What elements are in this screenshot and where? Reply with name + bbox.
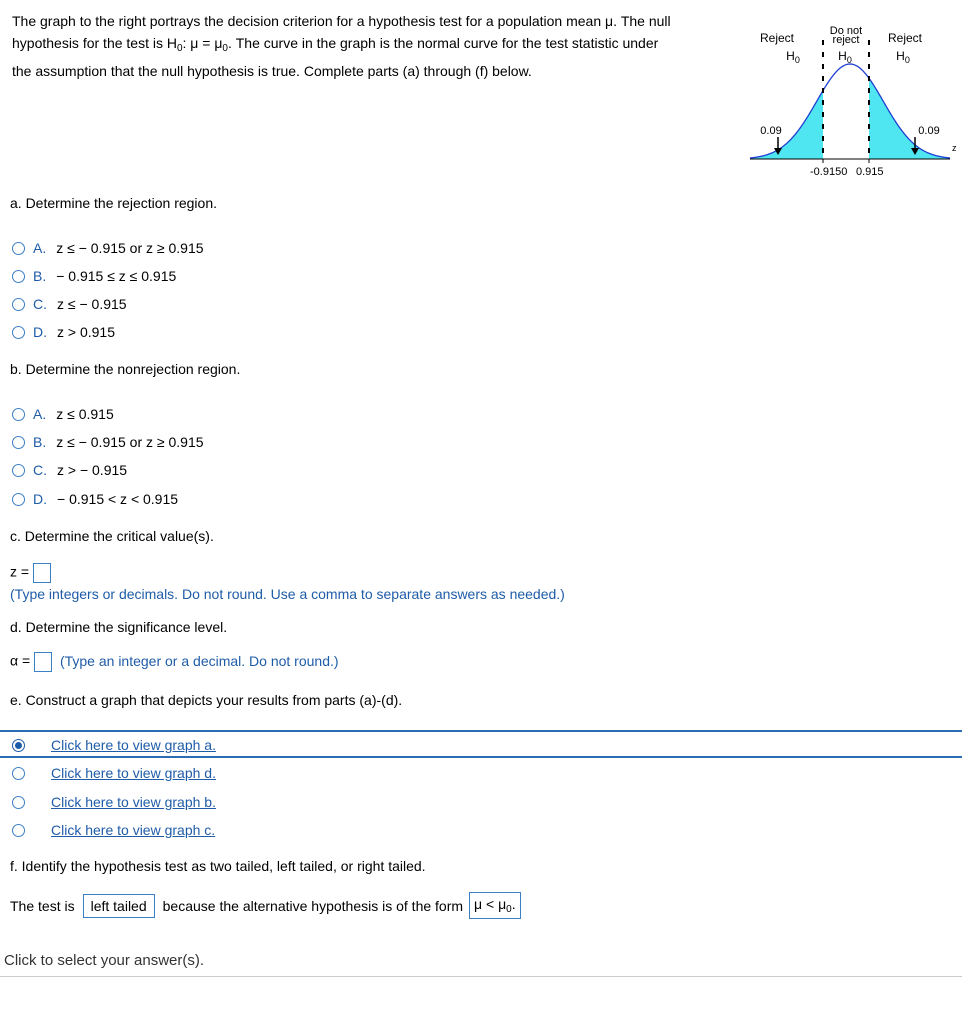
right-rejection-area [750, 64, 950, 159]
part-e-title: e. Construct a graph that depicts your results from parts (a)-(d). [10, 692, 403, 708]
part-a-choice-b[interactable] [12, 266, 176, 286]
graph-option-d[interactable] [12, 763, 216, 783]
part-b-choice-a[interactable] [12, 404, 114, 424]
subscript: 0 [506, 904, 512, 915]
normal-curve [750, 64, 950, 158]
decision-criterion-graph [745, 22, 960, 182]
intro-line-1: The graph to the right portrays the decision criterion for a hypothesis test for a population mean μ. The null [12, 13, 671, 29]
form-text: μ < μ [474, 896, 507, 912]
choice-text: z ≤ − 0.915 or z ≥ 0.915 [56, 434, 204, 450]
choice-letter: D. [33, 324, 47, 340]
test-type-mid: because the alternative hypothesis is of the form [162, 897, 464, 914]
radio-button-selected[interactable] [12, 739, 25, 752]
significance-row [10, 652, 339, 672]
radio-button[interactable] [12, 436, 25, 449]
part-b-title: b. Determine the nonrejection region. [10, 361, 241, 377]
radio-button[interactable] [12, 326, 25, 339]
part-d-hint: (Type an integer or a decimal. Do not round.) [59, 652, 339, 669]
choice-text: − 0.915 < z < 0.915 [57, 491, 179, 507]
significance-input[interactable] [34, 652, 52, 672]
critical-value-row [10, 563, 51, 583]
radio-button[interactable] [12, 767, 25, 780]
intro-text: hypothesis for the test is H [12, 35, 177, 51]
radio-button[interactable] [12, 493, 25, 506]
choice-text: z ≤ 0.915 [56, 406, 114, 422]
part-a-title: a. Determine the rejection region. [10, 195, 217, 211]
choice-text: z > 0.915 [57, 324, 115, 340]
reject-right-label: Reject [887, 31, 923, 45]
intro-text: : μ = μ [182, 35, 223, 51]
part-f-title: f. Identify the hypothesis test as two tailed, left tailed, or right tailed. [10, 858, 426, 874]
right-tail-area-label: 0.09 [918, 125, 940, 137]
reject-label: reject [832, 34, 860, 46]
tick-label-right: 0.915 [856, 166, 884, 178]
do-not-reject-h-label: $H_0$ [838, 49, 852, 65]
footer-divider [0, 976, 962, 977]
choice-letter: A. [33, 406, 47, 422]
choice-letter: B. [33, 434, 47, 450]
graph-link-b[interactable]: Click here to view graph b. [51, 794, 216, 810]
choice-letter: C. [33, 462, 47, 478]
graph-option-c[interactable] [12, 820, 215, 840]
graph-link-c[interactable]: Click here to view graph c. [51, 822, 216, 838]
intro-line-2 [12, 32, 732, 60]
test-type-pre: The test is [10, 897, 75, 914]
radio-button[interactable] [12, 464, 25, 477]
reject-left-h-label: $H_0$ [786, 49, 800, 65]
intro-line-3: the assumption that the null hypothesis is true. Complete parts (a) through (f) below. [12, 63, 532, 79]
graph-link-a[interactable]: Click here to view graph a. [51, 737, 216, 753]
radio-button[interactable] [12, 408, 25, 421]
form-text: . [511, 896, 516, 912]
choice-text: − 0.915 ≤ z ≤ 0.915 [56, 268, 177, 284]
graph-option-b[interactable] [12, 792, 216, 812]
radio-button[interactable] [12, 796, 25, 809]
choice-text: z > − 0.915 [57, 462, 128, 478]
part-b-choice-b[interactable] [12, 432, 204, 452]
x-axis-label: z [952, 143, 957, 153]
left-rejection-area [750, 64, 950, 159]
choice-letter: C. [33, 296, 47, 312]
radio-button[interactable] [12, 270, 25, 283]
alpha-label: α = [10, 652, 31, 669]
choice-text: z ≤ − 0.915 [57, 296, 127, 312]
question-intro [12, 10, 732, 82]
do-not-label: Do not [829, 25, 863, 37]
test-type-dropdown[interactable]: left tailed [83, 894, 155, 918]
reject-left-label: Reject [759, 31, 795, 45]
part-d-title: d. Determine the significance level. [10, 619, 228, 635]
subscript: 0 [222, 43, 228, 54]
radio-button[interactable] [12, 298, 25, 311]
critical-value-input[interactable] [33, 563, 51, 583]
part-a-choice-d[interactable] [12, 322, 115, 342]
graph-option-a[interactable] [12, 735, 216, 755]
radio-button[interactable] [12, 824, 25, 837]
part-c-hint: (Type integers or decimals. Do not round. Use a comma to separate answers as needed.) [10, 586, 565, 602]
reject-right-h-label: $H_0$ [896, 49, 910, 65]
choice-letter: D. [33, 491, 47, 507]
radio-button[interactable] [12, 242, 25, 255]
part-b-choice-c[interactable] [12, 460, 127, 480]
part-a-choice-c[interactable] [12, 294, 127, 314]
footer-instruction: Click to select your answer(s). [4, 952, 205, 969]
subscript: 0 [176, 43, 183, 54]
part-c-title: c. Determine the critical value(s). [10, 528, 214, 544]
left-tail-area-label: 0.09 [760, 125, 782, 137]
intro-text: . The curve in the graph is the normal curve for the test statistic under [227, 35, 659, 51]
choice-letter: A. [33, 240, 47, 256]
alt-hypothesis-dropdown[interactable] [469, 892, 521, 919]
graph-link-d[interactable]: Click here to view graph d. [51, 765, 216, 781]
choice-text: z ≤ − 0.915 or z ≥ 0.915 [56, 240, 204, 256]
part-a-choice-a[interactable] [12, 238, 204, 258]
choice-letter: B. [33, 268, 47, 284]
tick-label-left: -0.9150 [810, 166, 848, 178]
z-label: z = [10, 563, 30, 580]
part-b-choice-d[interactable] [12, 489, 178, 509]
test-type-row [10, 892, 521, 919]
